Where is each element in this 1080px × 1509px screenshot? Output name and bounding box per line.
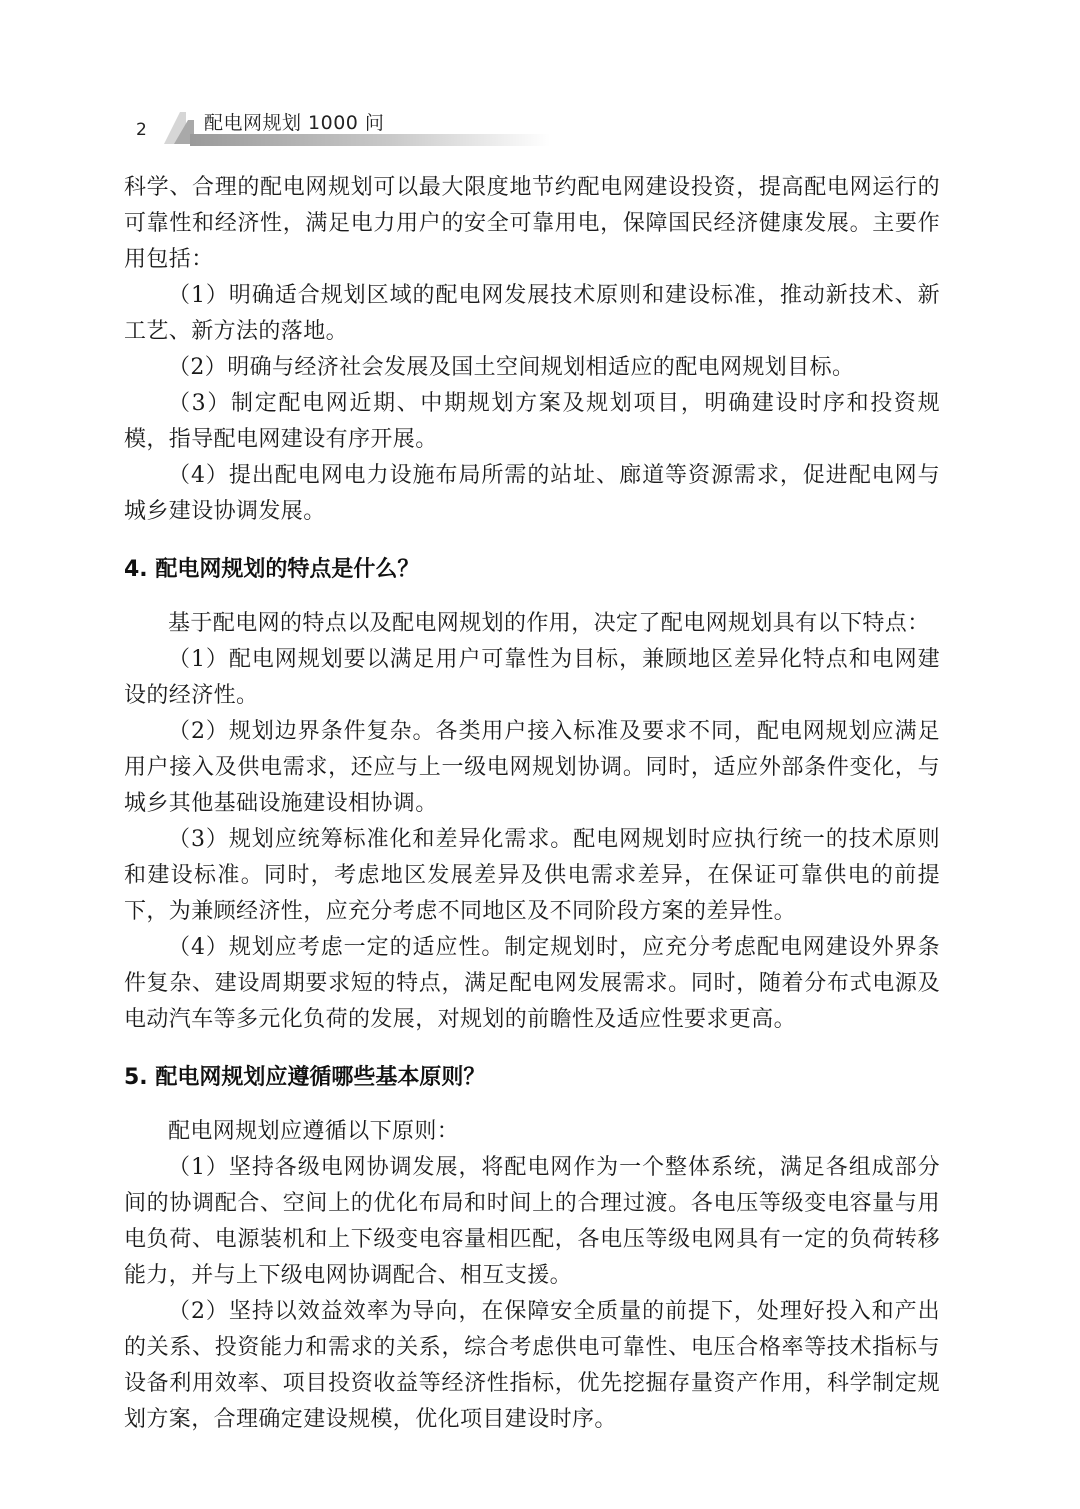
list-item: （3）规划应统筹标准化和差异化需求。配电网规划时应执行统一的技术原则和建设标准。同时，考虑地区发展差异及供电需求差异，在保证可靠供电的前提下，为兼顾经济性，应充分考虑不同地区及不同阶段方案的差异性。: [124, 827, 940, 924]
list-item: （4）提出配电网电力设施布局所需的站址、廊道等资源需求，促进配电网与城乡建设协调发展。: [124, 463, 940, 524]
list-item: （4）规划应考虑一定的适应性。制定规划时，应充分考虑配电网建设外界条件复杂、建设周期要求短的特点，满足配电网发展需求。同时，随着分布式电源及电动汽车等多元化负荷的发展，对规划的前瞻性及适应性要求更高。: [124, 935, 940, 1032]
paragraph: 基于配电网的特点以及配电网规划的作用，决定了配电网规划具有以下特点：: [168, 611, 930, 636]
section-heading: 4. 配电网规划的特点是什么？: [124, 557, 420, 582]
paragraph: 科学、合理的配电网规划可以最大限度地节约配电网建设投资，提高配电网运行的可靠性和经济性，满足电力用户的安全可靠用电，保障国民经济健康发展。主要作用包括：: [124, 175, 940, 272]
page-body: [124, 170, 940, 1438]
paragraph: 配电网规划应遵循以下原则：: [168, 1119, 460, 1144]
list-item: （1）明确适合规划区域的配电网发展技术原则和建设标准，推动新技术、新工艺、新方法的落地。: [124, 283, 940, 344]
list-item: （2）明确与经济社会发展及国土空间规划相适应的配电网规划目标。: [168, 355, 855, 380]
list-item: （1）配电网规划要以满足用户可靠性为目标，兼顾地区差异化特点和电网建设的经济性。: [124, 647, 940, 708]
section-heading: 5. 配电网规划应遵循哪些基本原则？: [124, 1065, 486, 1090]
list-item: （1）坚持各级电网协调发展，将配电网作为一个整体系统，满足各组成部分间的协调配合、空间上的优化布局和时间上的合理过渡。各电压等级变电容量与用电负荷、电源装机和上下级变电容量相匹配，各电压等级电网具有一定的负荷转移能力，并与上下级电网协调配合、相互支援。: [124, 1155, 940, 1288]
list-item: （2）坚持以效益效率为导向，在保障安全质量的前提下，处理好投入和产出的关系、投资能力和需求的关系，综合考虑供电可靠性、电压合格率等技术指标与设备利用效率、项目投资收益等经济性指标，优先挖掘存量资产作用，科学制定规划方案，合理确定建设规模，优化项目建设时序。: [124, 1299, 940, 1432]
book-title: 配电网规划 1000 问: [204, 112, 385, 134]
list-item: （3）制定配电网近期、中期规划方案及规划项目，明确建设时序和投资规模，指导配电网建设有序开展。: [124, 391, 940, 452]
list-item: （2）规划边界条件复杂。各类用户接入标准及要求不同，配电网规划应满足用户接入及供电需求，还应与上一级电网规划协调。同时，适应外部条件变化，与城乡其他基础设施建设相协调。: [124, 719, 940, 816]
page-header: [130, 104, 550, 148]
page-number: 2: [136, 120, 147, 140]
header-rule: [190, 134, 550, 146]
